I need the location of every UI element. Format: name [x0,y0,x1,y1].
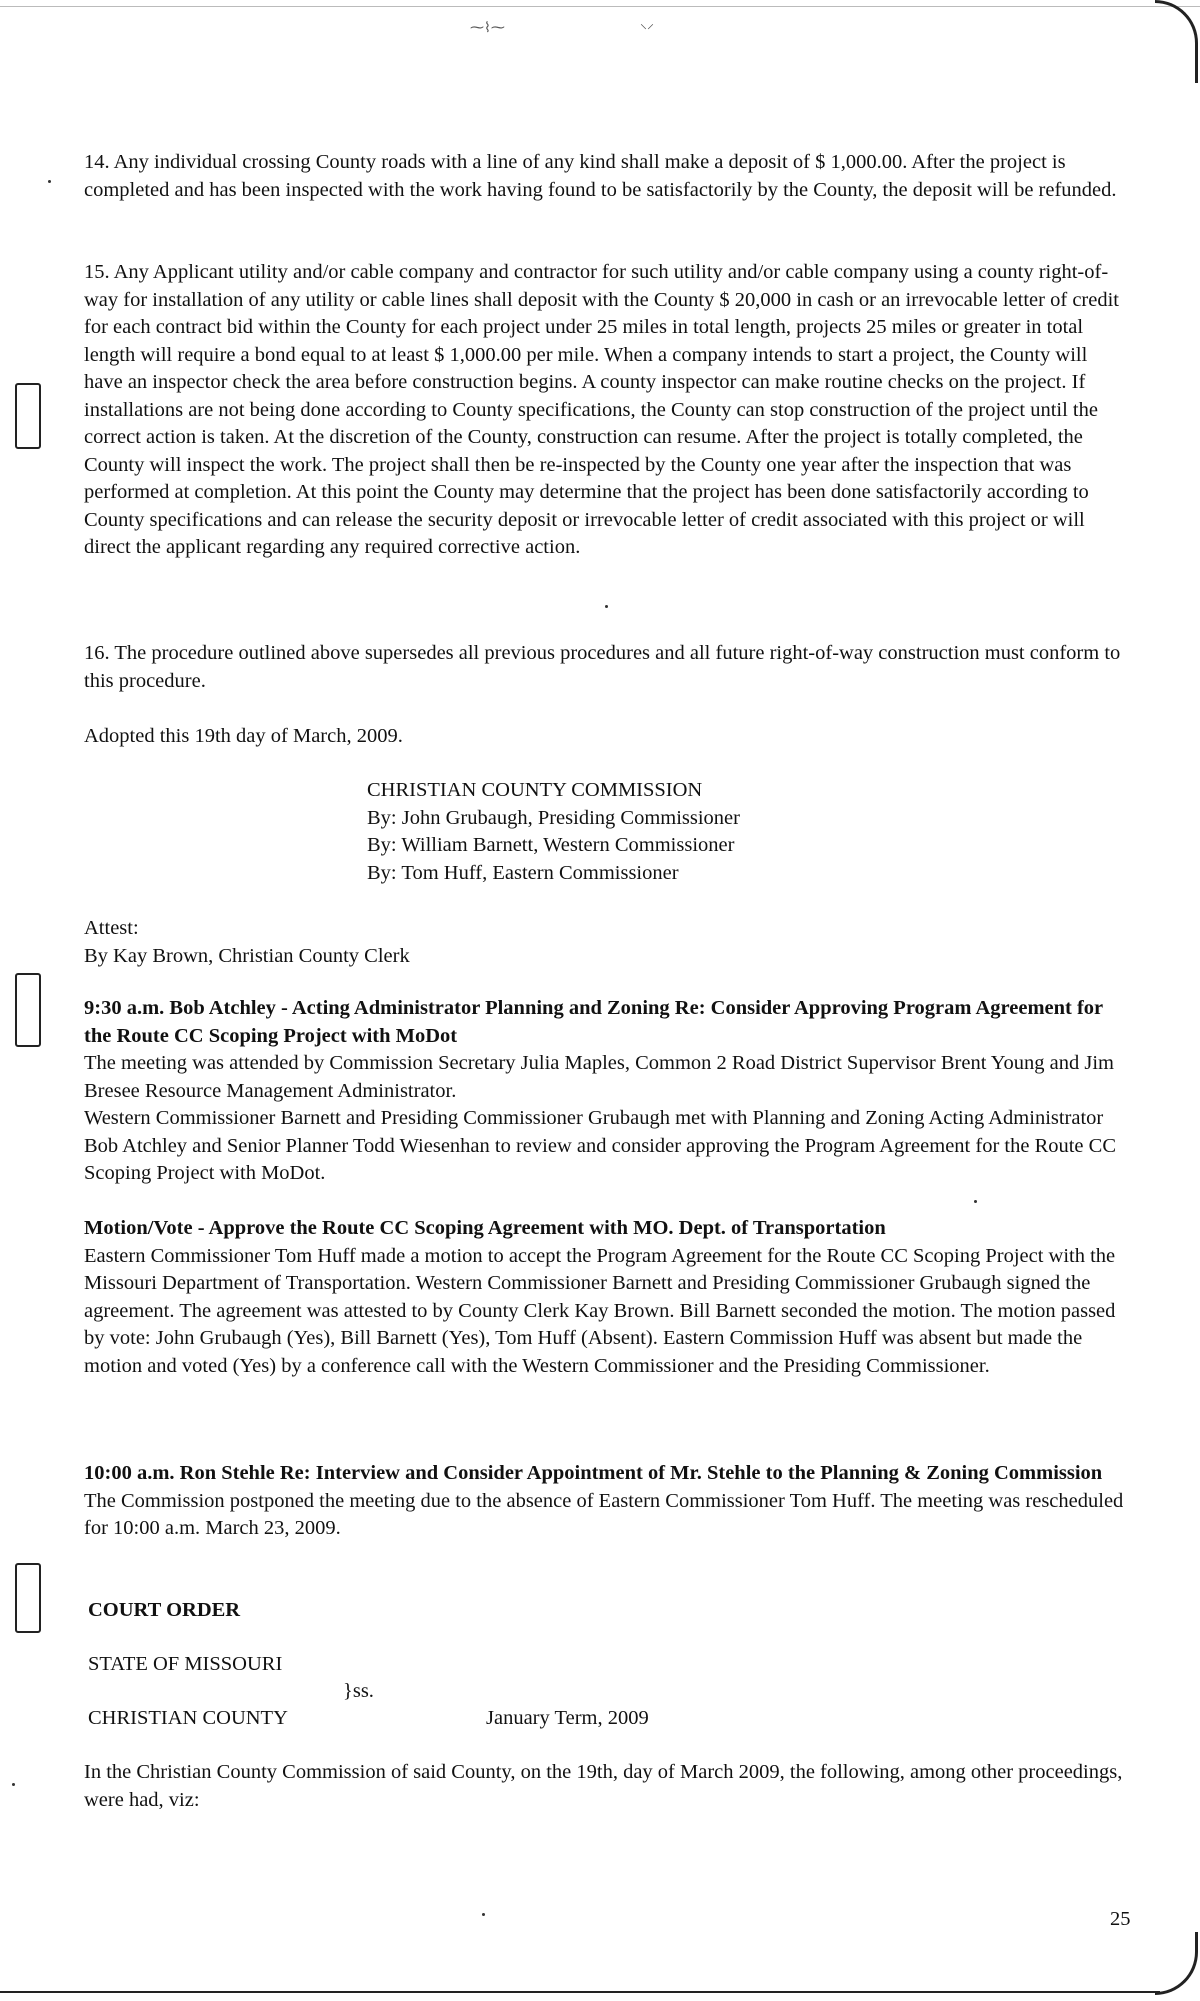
scan-mark: ⁓⌇⁓ [470,21,505,36]
signature-western: By: William Barnett, Western Commissioner [367,834,735,856]
item-14 [84,149,1124,204]
court-order-ss: }ss. [343,1680,374,1702]
binder-hole-bracket [15,1563,41,1633]
court-order-state: STATE OF MISSOURI [88,1653,283,1675]
scan-bottom-edge [0,1991,1160,1993]
attest-clerk: By Kay Brown, Christian County Clerk [84,944,410,967]
section-stehle-body: The Commission postponed the meeting due to the absence of Eastern Commissioner Tom Huff. The meeting was rescheduled for 10:00 a.m. March 23, 2009. [84,1489,1124,1539]
scan-dot [974,1200,977,1203]
section-atchley [84,995,1124,1188]
signature-eastern: By: Tom Huff, Eastern Commissioner [367,861,679,884]
scan-dot [48,180,51,183]
scan-dot [12,1783,15,1786]
item-15-text: 15. Any Applicant utility and/or cable company and contractor for such utility and/or cable company using a county right-of-way for installation of any utility or cable lines shall deposit with the County $ 20,000 in cash or an irrevocable letter of credit for each contract bid within the County for each project under 25 miles in total length, projects 25 miles or greater in total length will require a bond equal to at least $ 1,000.00 per mile. When a company intends to start a project, the County will have an inspector check the area before construction begins. A county inspector can make routine checks on the project. If installations are not being done according to County specifications, the County can stop construction of the project until the correct action is taken. At the discretion of the County, construction can resume. After the project is totally completed, the County will inspect the work. The project shall then be re-inspected by the County one year after the inspection that was performed at completion. At this point the County may determine that the project has been done satisfactorily according to County specifications and can release the security deposit or irrevocable letter of credit associated with this project or will direct the applicant regarding any required corrective action. [84,261,1119,558]
item-16 [84,640,1124,695]
section-motion [84,1215,1124,1380]
attest-label: Attest: [84,917,139,939]
binder-hole-bracket [15,383,41,449]
item-14-text: 14. Any individual crossing County roads with a line of any kind shall make a deposit of $ 1,000.00. After the project is completed and has been inspected with the work having found to be satisfactorily by the County, the deposit will be refunded. [84,151,1117,201]
adopted-text: Adopted this 19th day of March, 2009. [84,725,403,747]
section-stehle-heading: 10:00 a.m. Ron Stehle Re: Interview and Consider Appointment of Mr. Stehle to the Planning & Zoning Commission [84,1462,1103,1484]
section-stehle [84,1460,1124,1543]
attest-block [84,915,1124,970]
signature-block [367,777,740,887]
item-16-text: 16. The procedure outlined above supersedes all previous procedures and all future right-of-way construction must conform to this procedure. [84,642,1121,692]
commission-name: CHRISTIAN COUNTY COMMISSION [367,779,703,801]
item-15 [84,259,1124,562]
section-atchley-heading: 9:30 a.m. Bob Atchley - Acting Administrator Planning and Zoning Re: Consider Approving Program Agreement for the Route CC Scoping Project with MoDot [84,997,1103,1047]
court-order-heading: COURT ORDER [88,1599,241,1621]
court-order-paragraph [84,1759,1124,1814]
scan-dot [605,605,608,608]
scan-mark: ⸌⸍ [640,23,654,38]
scan-corner-bottom-right [1155,1932,1198,1995]
section-motion-body: Eastern Commissioner Tom Huff made a motion to accept the Program Agreement for the Route CC Scoping Project with the Missouri Department of Transportation. Western Commissioner Barnett and Presiding Commissioner Grubaugh signed the agreement. The agreement was attested to by County Clerk Kay Brown. Bill Barnett seconded the motion. The motion passed by vote: John Grubaugh (Yes), Bill Barnett (Yes), Tom Huff (Absent). Eastern Commission Huff was absent but made the motion and voted (Yes) by a conference call with the Western Commissioner and the Presiding Commissioner. [84,1244,1116,1377]
scan-top-edge [0,6,1200,7]
section-atchley-attendance: The meeting was attended by Commission Secretary Julia Maples, Common 2 Road District Supervisor Brent Young and Jim Bresee Resource Management Administrator. [84,1052,1115,1102]
binder-hole-bracket [15,973,41,1047]
signature-presiding: By: John Grubaugh, Presiding Commissioner [367,806,740,829]
court-order-term: January Term, 2009 [486,1707,649,1729]
court-order-text: In the Christian County Commission of said County, on the 19th, day of March 2009, the following, among other proceedings, were had, viz: [84,1761,1123,1811]
page-number: 25 [1110,1908,1131,1930]
adopted-line [84,723,1124,751]
court-order-county: CHRISTIAN COUNTY [88,1707,288,1729]
scan-corner-top-right [1155,0,1198,83]
section-atchley-body: Western Commissioner Barnett and Presiding Commissioner Grubaugh met with Planning and Zoning Acting Administrator Bob Atchley and Senior Planner Todd Wiesenhan to review and consider approving the Program Agreement for the Route CC Scoping Project with MoDot. [84,1107,1117,1184]
section-motion-heading: Motion/Vote - Approve the Route CC Scoping Agreement with MO. Dept. of Transportation [84,1217,886,1239]
scan-dot [482,1913,485,1916]
